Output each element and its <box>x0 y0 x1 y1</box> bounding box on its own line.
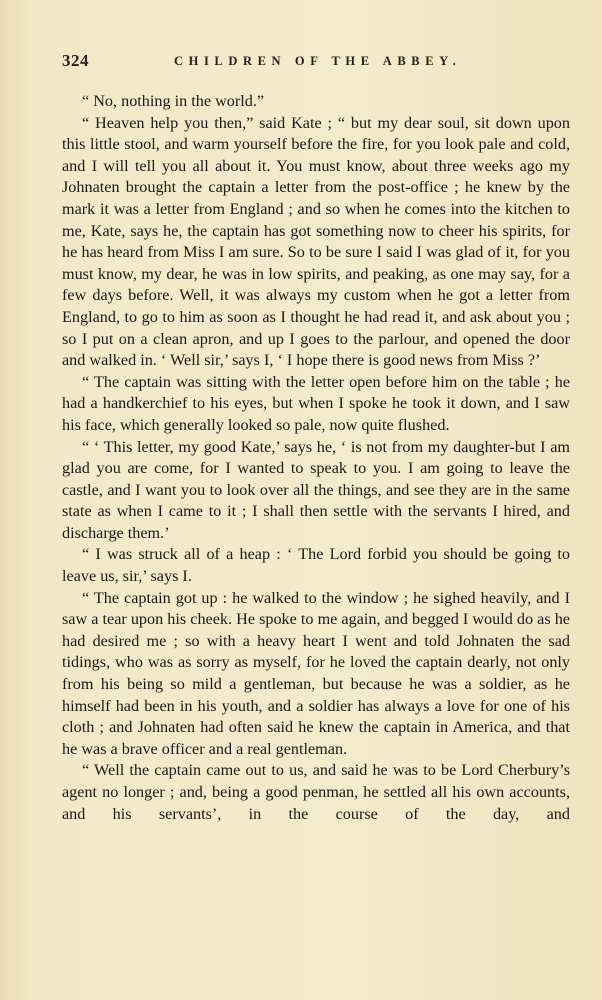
paragraph: “ I was struck all of a heap : ‘ The Lord forbid you should be going to leave us, sir,’ says I. <box>62 545 570 586</box>
page-number: 324 <box>62 51 89 70</box>
paragraph: “ No, nothing in the world.” <box>82 92 265 110</box>
paragraph: “ ‘ This letter, my good Kate,’ says he, ‘ is not from my daughter-but I am glad you are come, for I wanted to speak to you. I am going to leave the castle, and I want you to look over all the things, and see they are in the same state as when I came to it ; I shall then settle with the servants I hired, and discharge them.’ <box>62 437 570 542</box>
paragraph: “ Heaven help you then,” said Kate ; “ but my dear soul, sit down upon this little stool, and warm yourself before the fire, for you look pale and cold, and I will tell you all about it. You must know, about three weeks ago my Johnaten brought the captain a letter from the post-office ; he knew by the mark it was a letter from England ; and so when he comes into the kitchen to me, Kate, says he, the captain has got something now to cheer his spirits, for he has heard from Miss I am sure. So to be sure I said I was glad of it, for you must know, my dear, he was in low spirits, and peaking, as one may say, for a few days before. Well, it was always my custom when he got a letter from England, to go to him as soon as I thought he had read it, and ask about you ; so I put on a clean apron, and up I goes to the parlour, and opened the door and walked in. ‘ Well sir,’ says I, ‘ I hope there is good news from Miss ?’ <box>62 113 570 370</box>
page-header <box>62 51 572 73</box>
running-title: CHILDREN OF THE ABBEY. <box>174 54 462 68</box>
paragraph: “ The captain was sitting with the letter open before him on the table ; he had a handkerchief to his eyes, but when I spoke he took it down, and I saw his face, which generally looked so pale, now quite flushed. <box>62 372 570 434</box>
paragraph: “ The captain got up : he walked to the window ; he sighed heavily, and I saw a tear upon his cheek. He spoke to me again, and begged I would do as he had desired me ; so with a heavy heart I went and told Johnaten the sad tidings, who was as sorry as myself, for he loved the captain dearly, not only from his being so mild a gentleman, but because he was a soldier, as he himself had been in his youth, and a soldier has always a love for one of his cloth ; and Johnaten had often said he knew the captain in America, and that he was a brave officer and a real gentleman. <box>62 588 570 758</box>
body-text <box>62 91 570 825</box>
paragraph: “ Well the captain came out to us, and said he was to be Lord Cherbury’s agent no longer ; and, being a good penman, he settled all his own accounts, and his servants’, in the course of the day, and <box>62 761 570 823</box>
